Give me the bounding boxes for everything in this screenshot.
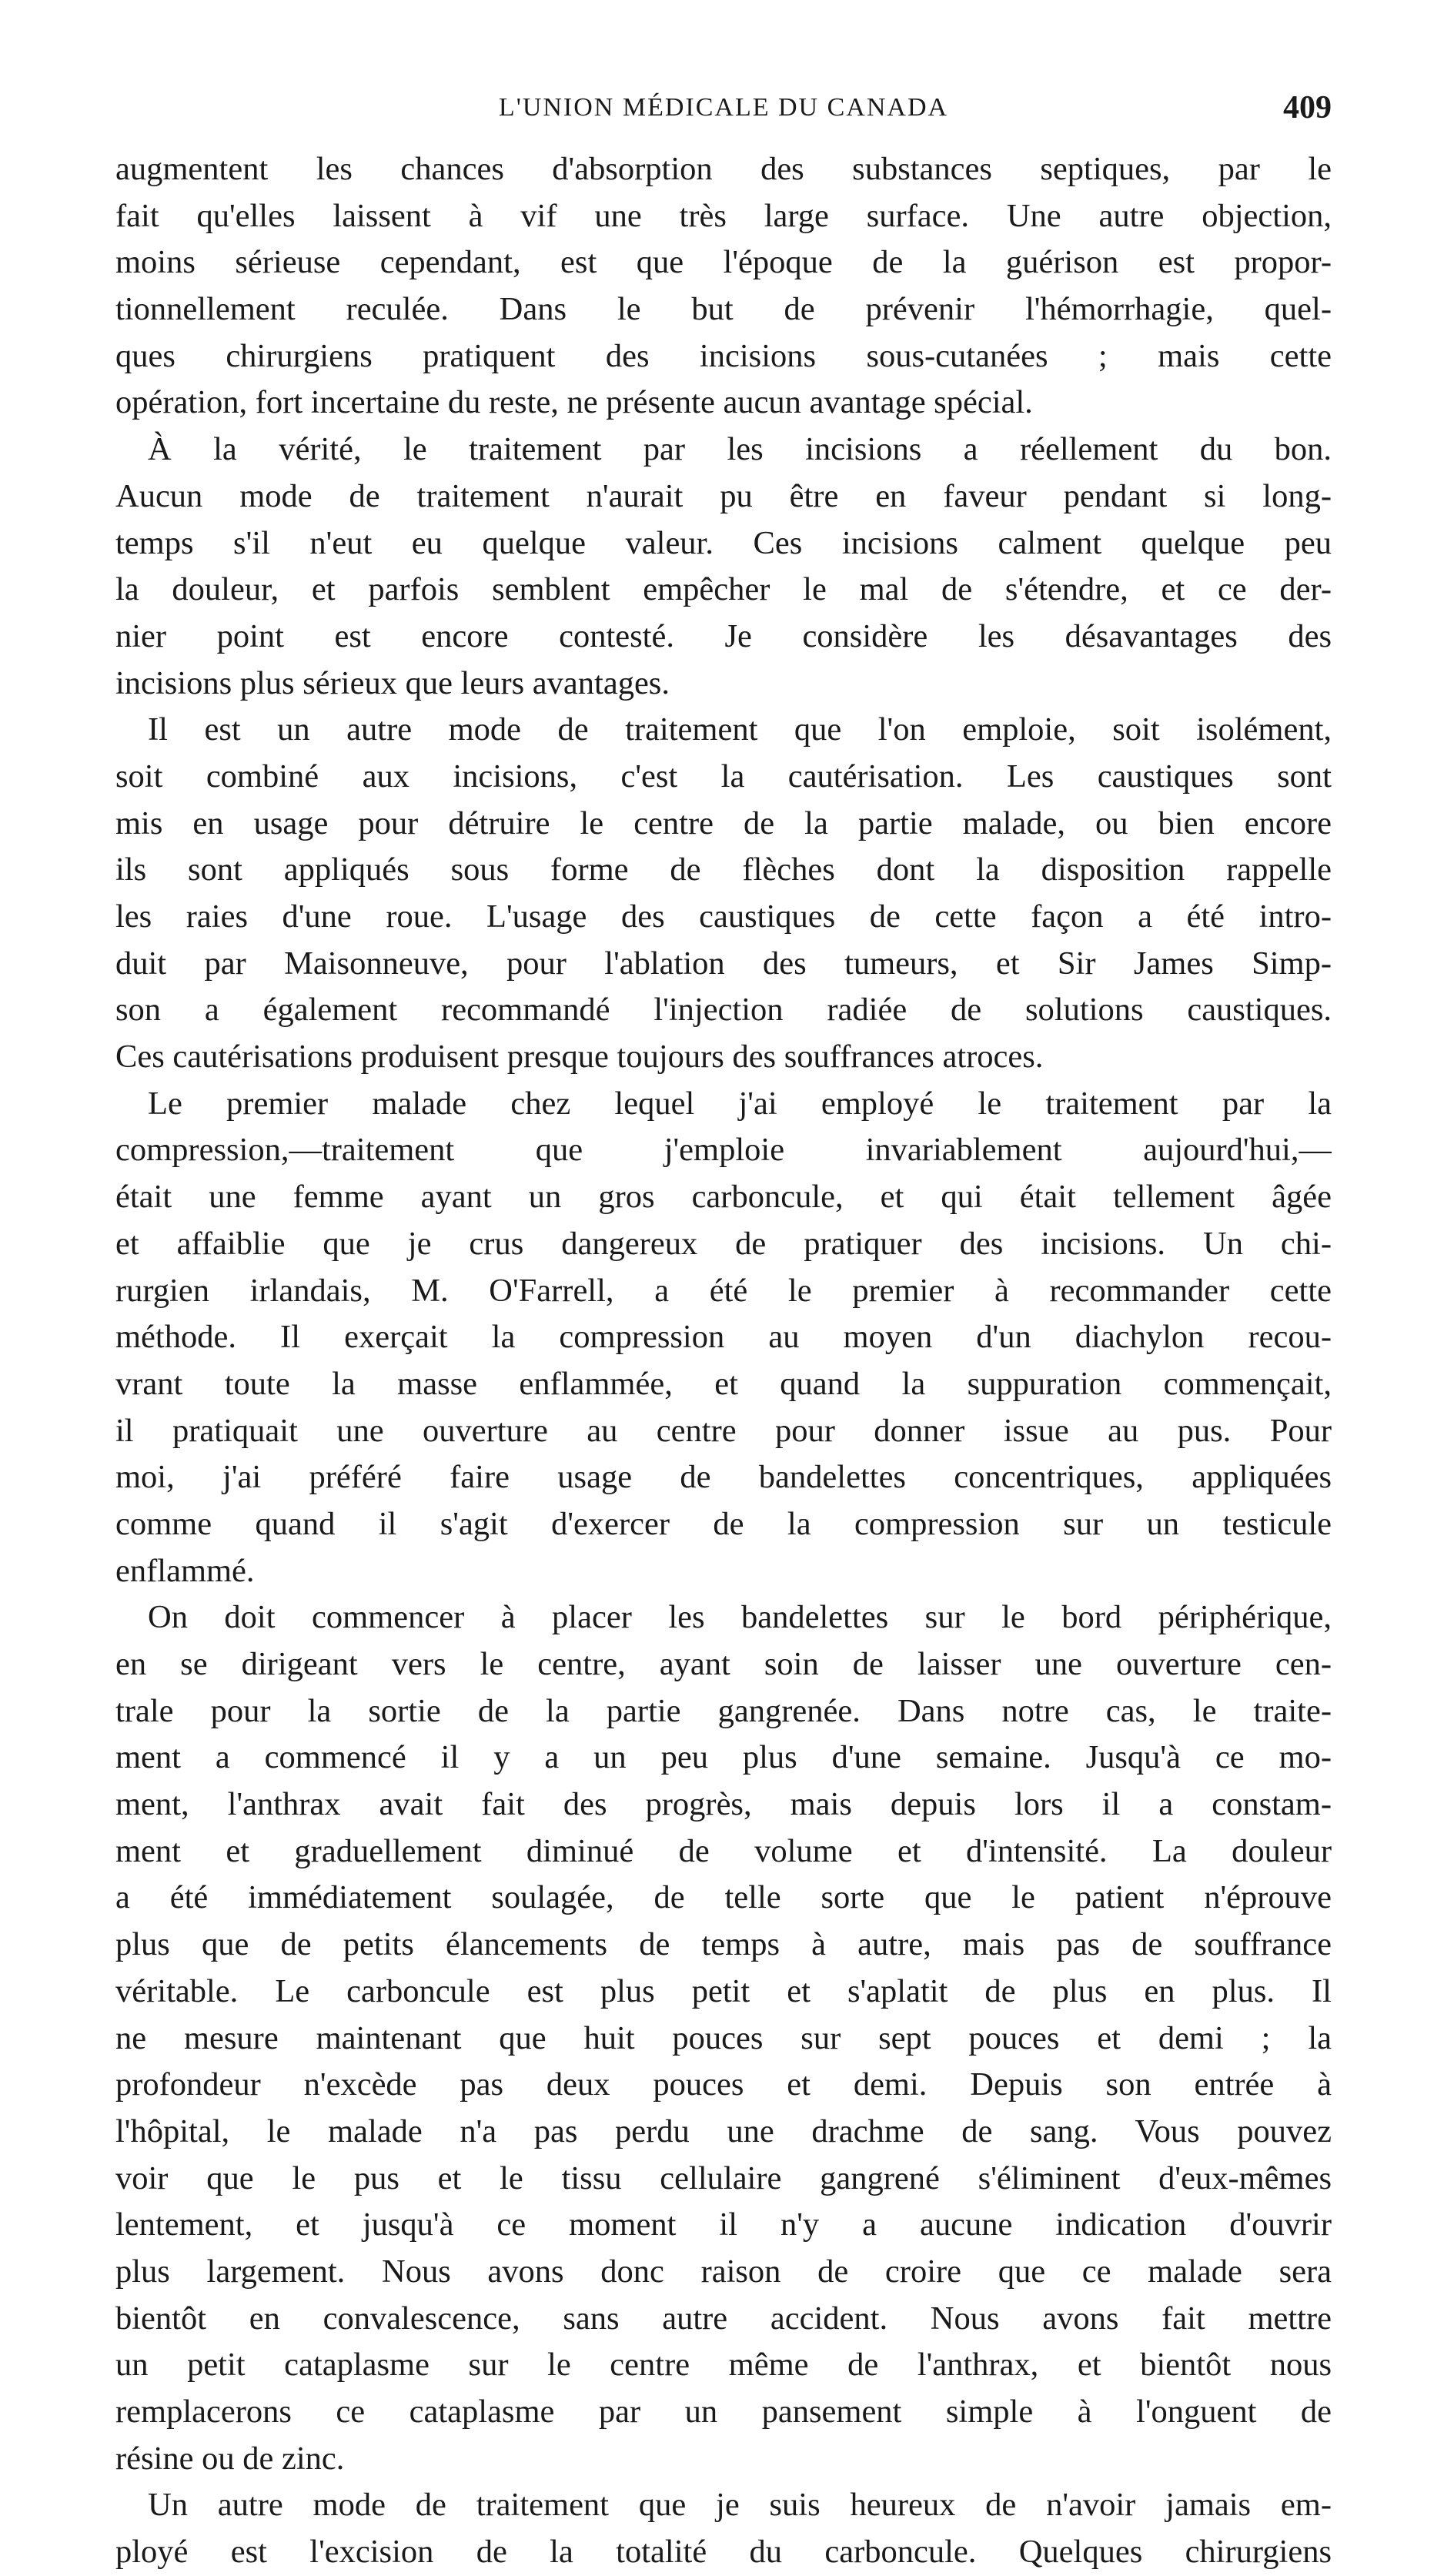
body-text — [115, 146, 1332, 2576]
text-line: bientôt en convalescence, sans autre accident. Nous avons fait mettre — [115, 2300, 1332, 2337]
text-line: incisions plus sérieux que leurs avantages. — [115, 664, 670, 701]
text-line: Ces cautérisations produisent presque toujours des souffrances atroces. — [115, 1039, 1044, 1076]
text-line: ment a commencé il y a un peu plus d'une semaine. Jusqu'à ce mo- — [115, 1739, 1332, 1776]
text-line: fait qu'elles laissent à vif une très large surface. Une autre objection, — [115, 197, 1332, 234]
text-line: vrant toute la masse enflammée, et quand la suppuration commençait, — [115, 1365, 1332, 1402]
text-line: l'hôpital, le malade n'a pas perdu une drachme de sang. Vous pouvez — [115, 2113, 1332, 2149]
text-line: ne mesure maintenant que huit pouces sur sept pouces et demi ; la — [115, 2019, 1332, 2056]
text-line: augmentent les chances d'absorption des substances septiques, par le — [115, 151, 1332, 187]
text-line: ques chirurgiens pratiquent des incisions sous-cutanées ; mais cette — [115, 337, 1332, 374]
text-line: tionnellement reculée. Dans le but de prévenir l'hémorrhagie, quel- — [115, 291, 1332, 328]
text-line: ment, l'anthrax avait fait des progrès, mais depuis lors il a constam- — [115, 1786, 1332, 1823]
page-number: 409 — [1283, 90, 1332, 125]
text-line: la douleur, et parfois semblent empêcher le mal de s'étendre, et ce der- — [115, 571, 1332, 608]
text-line: Un autre mode de traitement que je suis heureux de n'avoir jamais em- — [148, 2487, 1332, 2524]
text-line: a été immédiatement soulagée, de telle sorte que le patient n'éprouve — [115, 1879, 1332, 1916]
text-line: ployé est l'excision de la totalité du carboncule. Quelques chirurgiens — [115, 2534, 1332, 2571]
text-line: plus que de petits élancements de temps à autre, mais pas de souffrance — [115, 1926, 1332, 1963]
text-line: comme quand il s'agit d'exercer de la compression sur un testicule — [115, 1505, 1332, 1542]
journal-title: L'UNION MÉDICALE DU CANADA — [498, 93, 949, 122]
text-line: ils sont appliqués sous forme de flèches dont la disposition rappelle — [115, 851, 1332, 888]
text-line: son a également recommandé l'injection radiée de solutions caustiques. — [115, 992, 1332, 1029]
text-line: moins sérieuse cependant, est que l'époque de la guérison est propor- — [115, 244, 1332, 281]
text-line: enflammé. — [115, 1552, 255, 1589]
text-line: véritable. Le carboncule est plus petit et s'aplatit de plus en plus. Il — [115, 1972, 1332, 2009]
text-line: Aucun mode de traitement n'aurait pu être en faveur pendant si long- — [115, 477, 1332, 514]
text-line: compression,—traitement que j'emploie invariablement aujourd'hui,— — [115, 1132, 1332, 1169]
text-line: en se dirigeant vers le centre, ayant soin de laisser une ouverture cen- — [115, 1646, 1332, 1682]
text-line: les raies d'une roue. L'usage des caustiques de cette façon a été intro- — [115, 898, 1332, 935]
text-line: mis en usage pour détruire le centre de la partie malade, ou bien encore — [115, 805, 1332, 841]
text-line: méthode. Il exerçait la compression au moyen d'un diachylon recou- — [115, 1319, 1332, 1356]
text-line: Le premier malade chez lequel j'ai employé le traitement par la — [148, 1085, 1332, 1122]
text-line: voir que le pus et le tissu cellulaire gangrené s'éliminent d'eux-mêmes — [115, 2159, 1332, 2196]
text-line: il pratiquait une ouverture au centre pour donner issue au pus. Pour — [115, 1412, 1332, 1449]
text-line: trale pour la sortie de la partie gangrenée. Dans notre cas, le traite- — [115, 1692, 1332, 1729]
text-line: moi, j'ai préféré faire usage de bandelettes concentriques, appliquées — [115, 1459, 1332, 1496]
running-head — [115, 85, 1332, 131]
text-line: Il est un autre mode de traitement que l'on emploie, soit isolément, — [148, 711, 1332, 748]
text-line: On doit commencer à placer les bandelettes sur le bord périphérique, — [148, 1599, 1332, 1636]
text-line: un petit cataplasme sur le centre même de l'anthrax, et bientôt nous — [115, 2347, 1332, 2384]
text-line: rurgien irlandais, M. O'Farrell, a été le premier à recommander cette — [115, 1272, 1332, 1309]
text-line: ment et graduellement diminué de volume et d'intensité. La douleur — [115, 1832, 1332, 1869]
text-line: À la vérité, le traitement par les incisions a réellement du bon. — [148, 431, 1332, 468]
text-line: duit par Maisonneuve, pour l'ablation des tumeurs, et Sir James Simp- — [115, 945, 1332, 982]
text-line: opération, fort incertaine du reste, ne présente aucun avantage spécial. — [115, 384, 1033, 421]
text-line: nier point est encore contesté. Je considère les désavantages des — [115, 617, 1332, 654]
text-line: et affaiblie que je crus dangereux de pratiquer des incisions. Un chi- — [115, 1225, 1332, 1262]
text-line: résine ou de zinc. — [115, 2440, 345, 2477]
text-line: soit combiné aux incisions, c'est la cautérisation. Les caustiques sont — [115, 758, 1332, 795]
text-line: remplacerons ce cataplasme par un pansement simple à l'onguent de — [115, 2394, 1332, 2430]
text-line: profondeur n'excède pas deux pouces et demi. Depuis son entrée à — [115, 2066, 1332, 2103]
text-line: était une femme ayant un gros carboncule, et qui était tellement âgée — [115, 1179, 1332, 1216]
text-line: temps s'il n'eut eu quelque valeur. Ces incisions calment quelque peu — [115, 524, 1332, 561]
text-line: plus largement. Nous avons donc raison de croire que ce malade sera — [115, 2253, 1332, 2290]
text-line: lentement, et jusqu'à ce moment il n'y a aucune indication d'ouvrir — [115, 2206, 1332, 2243]
